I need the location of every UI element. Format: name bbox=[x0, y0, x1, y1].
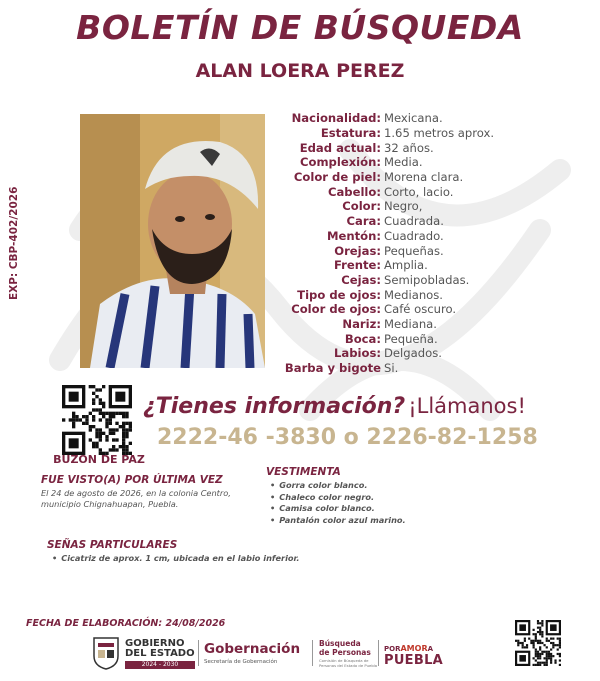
list-item: • Pantalón color azul marino. bbox=[270, 515, 406, 527]
gobernacion-logo: Gobernación bbox=[204, 641, 301, 657]
amor-text: AMOR bbox=[400, 644, 428, 653]
question-text: ¿Tienes información? bbox=[143, 394, 406, 419]
detail-value: Delgados. bbox=[384, 346, 442, 361]
buzon-label: BUZON DE PAZ bbox=[53, 453, 145, 466]
bulletin-title: BOLETÍN DE BÚSQUEDA bbox=[76, 8, 524, 47]
last-seen-title: FUE VISTO(A) POR ÚLTIMA VEZ bbox=[41, 474, 223, 486]
detail-label: Mentón: bbox=[326, 228, 381, 243]
gob-estado-logo bbox=[125, 639, 195, 659]
gob-estado-line-1: GOBIERNO bbox=[125, 638, 185, 649]
detail-label: Labios: bbox=[334, 346, 381, 361]
detail-label: Color de piel: bbox=[293, 170, 381, 185]
detail-value: Café oscuro. bbox=[384, 302, 457, 317]
detail-value: Cuadrada. bbox=[384, 214, 444, 229]
detail-label: Orejas: bbox=[334, 243, 381, 258]
secretaria-label: Secretaría de Gobernación bbox=[204, 659, 278, 665]
detail-value: Amplia. bbox=[384, 258, 428, 273]
detail-value: Medianos. bbox=[384, 287, 443, 302]
person-photo bbox=[80, 114, 265, 368]
detail-label: Boca: bbox=[344, 331, 381, 346]
detail-row bbox=[270, 155, 590, 170]
state-shield-icon bbox=[92, 636, 120, 670]
detail-label: Cabello: bbox=[327, 184, 381, 199]
detail-value: 32 años. bbox=[384, 140, 434, 155]
detail-row bbox=[270, 302, 590, 317]
last-seen-text: El 24 de agosto de 2026, en la colonia Centro, municipio Chignahuapan, Puebla. bbox=[41, 488, 231, 509]
phone-numbers[interactable]: 2222-46 -3830 o 2226-82-1258 bbox=[157, 425, 538, 450]
gob-estado-line-2: DEL ESTADO bbox=[125, 648, 195, 659]
marks-title: SEÑAS PARTICULARES bbox=[47, 539, 178, 551]
detail-row bbox=[270, 361, 590, 376]
detail-label: Cara: bbox=[346, 214, 381, 229]
detail-value: Cuadrado. bbox=[384, 228, 444, 243]
detail-label: Complexión: bbox=[300, 155, 381, 170]
detail-row bbox=[270, 140, 590, 155]
detail-row bbox=[270, 243, 590, 258]
detail-value: Morena clara. bbox=[384, 170, 464, 185]
detail-value: Semipobladas. bbox=[384, 272, 470, 287]
busqueda-sub-label: Comisión de Búsqueda de Personas del Estado de Puebla bbox=[319, 658, 378, 668]
detail-row bbox=[270, 258, 590, 273]
detail-label: Tipo de ojos: bbox=[297, 287, 381, 302]
detail-row bbox=[270, 287, 590, 302]
detail-row bbox=[270, 229, 590, 244]
detail-row bbox=[270, 184, 590, 199]
detail-value: Corto, lacio. bbox=[384, 184, 454, 199]
busqueda-line-1: Búsqueda bbox=[319, 639, 361, 648]
detail-label: Frente: bbox=[333, 258, 381, 273]
detail-label: Barba y bigote bbox=[284, 361, 381, 376]
detail-value: Mediana. bbox=[384, 316, 437, 331]
detail-label: Color de ojos: bbox=[291, 302, 381, 317]
detail-value: Pequeña. bbox=[384, 331, 438, 346]
gob-years-band: 2024 - 2030 bbox=[125, 661, 195, 669]
a-text: A bbox=[427, 645, 434, 653]
qr-code-icon[interactable] bbox=[62, 385, 132, 455]
person-illustration bbox=[80, 114, 265, 368]
busqueda-line-2: de Personas bbox=[319, 647, 371, 657]
divider bbox=[312, 640, 313, 666]
detail-label: Cejas: bbox=[341, 272, 381, 287]
divider bbox=[378, 640, 379, 666]
contact-question bbox=[143, 394, 526, 419]
detail-row bbox=[270, 273, 590, 288]
footer-logos bbox=[92, 636, 512, 670]
divider bbox=[198, 640, 199, 666]
list-item: • Gorra color blanco. bbox=[270, 480, 406, 492]
detail-value: Mexicana. bbox=[384, 111, 443, 126]
detail-label: Estatura: bbox=[320, 126, 381, 141]
clothing-list bbox=[270, 480, 406, 526]
detail-value: Si. bbox=[384, 361, 399, 376]
list-item: • Cicatriz de aprox. 1 cm, ubicada en el labio inferior. bbox=[52, 553, 299, 563]
detail-row bbox=[270, 214, 590, 229]
puebla-logo: PUEBLA bbox=[384, 653, 444, 668]
detail-value: Negro, bbox=[384, 199, 423, 214]
detail-value: Media. bbox=[384, 155, 423, 170]
detail-value: Pequeñas. bbox=[384, 243, 444, 258]
detail-row bbox=[270, 317, 590, 332]
call-text: ¡Llámanos! bbox=[408, 394, 526, 418]
por-text: POR bbox=[384, 645, 401, 653]
detail-row bbox=[270, 111, 590, 126]
detail-row bbox=[270, 199, 590, 214]
por-amor-a-logo bbox=[384, 644, 433, 653]
creation-date: FECHA DE ELABORACIÓN: 24/08/2026 bbox=[26, 618, 226, 629]
missing-person-name: ALAN LOERA PEREZ bbox=[195, 60, 405, 82]
file-number: EXP: CBP-402/2026 bbox=[8, 186, 20, 300]
list-item: • Camisa color blanco. bbox=[270, 503, 406, 515]
busqueda-logo bbox=[319, 640, 371, 657]
detail-label: Nariz: bbox=[342, 316, 381, 331]
detail-label: Color: bbox=[342, 199, 381, 214]
detail-label: Nacionalidad: bbox=[291, 111, 381, 126]
detail-row bbox=[270, 346, 590, 361]
detail-row bbox=[270, 331, 590, 346]
qr-code-small-icon[interactable] bbox=[515, 620, 561, 666]
marks-list bbox=[52, 553, 299, 563]
detail-value: 1.65 metros aprox. bbox=[384, 126, 495, 141]
physical-description bbox=[270, 111, 590, 375]
detail-row bbox=[270, 126, 590, 141]
detail-label: Edad actual: bbox=[299, 140, 381, 155]
clothing-title: VESTIMENTA bbox=[266, 466, 341, 478]
detail-row bbox=[270, 170, 590, 185]
list-item: • Chaleco color negro. bbox=[270, 492, 406, 504]
